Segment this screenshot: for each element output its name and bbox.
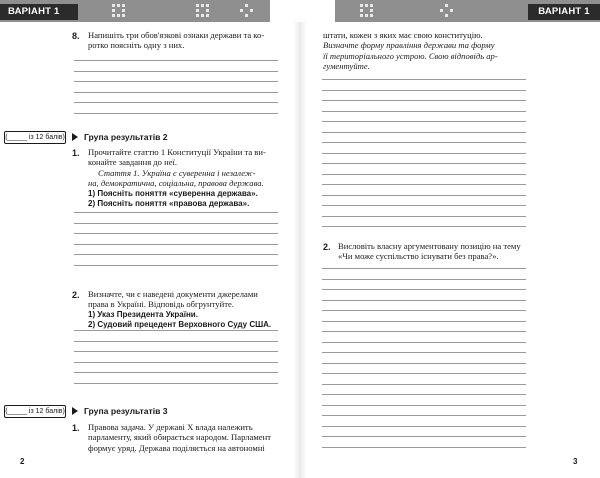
ornament-icon bbox=[360, 4, 374, 18]
answer-line[interactable] bbox=[322, 394, 526, 395]
answer-line[interactable] bbox=[322, 163, 526, 164]
answer-line[interactable] bbox=[322, 268, 526, 269]
quote-line: на, демократична, соціальна, правова держава. bbox=[88, 178, 264, 189]
answer-line[interactable] bbox=[322, 415, 526, 416]
answer-line[interactable] bbox=[322, 342, 526, 343]
answer-line[interactable] bbox=[74, 254, 278, 255]
answer-line[interactable] bbox=[74, 330, 278, 331]
ornament-icon bbox=[240, 4, 254, 18]
answer-line[interactable] bbox=[322, 289, 526, 290]
answer-line[interactable] bbox=[322, 363, 526, 364]
answer-line[interactable] bbox=[74, 341, 278, 342]
answer-line[interactable] bbox=[74, 265, 278, 266]
answer-line[interactable] bbox=[322, 100, 526, 101]
ornament-icon bbox=[112, 4, 126, 18]
score-box[interactable]: (_____ із 12 балів) bbox=[4, 131, 66, 144]
text-line: Висловіть власну аргументовану позицію на тему bbox=[338, 241, 521, 251]
answer-line[interactable] bbox=[74, 244, 278, 245]
group-heading bbox=[72, 406, 168, 416]
answer-line[interactable] bbox=[322, 310, 526, 311]
group-heading bbox=[72, 132, 168, 142]
answer-line[interactable] bbox=[74, 92, 278, 93]
variant-label-right: ВАРІАНТ 1 bbox=[528, 4, 600, 20]
answer-line[interactable] bbox=[322, 216, 526, 217]
answer-line[interactable] bbox=[322, 195, 526, 196]
ornament-icon bbox=[196, 4, 210, 18]
text-line: Прочитайте статтю 1 Конституції України та ви- bbox=[88, 147, 266, 157]
answer-line[interactable] bbox=[74, 60, 278, 61]
question-number: 2. bbox=[323, 242, 331, 252]
question-text bbox=[88, 147, 278, 209]
question-number: 8. bbox=[72, 31, 80, 41]
text-line: Правова задача. У державі X влада належить bbox=[88, 422, 253, 432]
answer-line[interactable] bbox=[322, 90, 526, 91]
task-line: 2) Поясніть поняття «правова держава». bbox=[88, 199, 250, 209]
arrow-icon bbox=[72, 133, 78, 141]
answer-line[interactable] bbox=[322, 373, 526, 374]
answer-line[interactable] bbox=[322, 111, 526, 112]
question-text bbox=[338, 241, 528, 262]
page-number: 3 bbox=[573, 457, 578, 466]
text-line: формує уряд. Держава поділяється на автономні bbox=[88, 442, 265, 453]
answer-line[interactable] bbox=[322, 153, 526, 154]
text-line: Визначте, чи є наведені документи джерелами bbox=[88, 289, 258, 299]
text-line: штати, кожен з яких має свою конституцію. bbox=[323, 30, 483, 40]
answer-line[interactable] bbox=[322, 436, 526, 437]
text-line: гументуйте. bbox=[323, 61, 370, 72]
answer-line[interactable] bbox=[322, 426, 526, 427]
page-gutter bbox=[293, 22, 307, 478]
question-text bbox=[88, 289, 278, 331]
text-line: Напишіть три обов'язкові ознаки держави та ко- bbox=[88, 30, 265, 40]
answer-line[interactable] bbox=[74, 212, 278, 213]
arrow-icon bbox=[72, 407, 78, 415]
answer-line[interactable] bbox=[322, 184, 526, 185]
answer-line[interactable] bbox=[322, 121, 526, 122]
answer-line[interactable] bbox=[322, 331, 526, 332]
answer-line[interactable] bbox=[74, 351, 278, 352]
answer-line[interactable] bbox=[74, 223, 278, 224]
answer-line[interactable] bbox=[322, 300, 526, 301]
answer-line[interactable] bbox=[74, 383, 278, 384]
answer-line[interactable] bbox=[74, 71, 278, 72]
text-line: її територіального устрою. Свою відповідь ар- bbox=[323, 50, 498, 61]
page-number: 2 bbox=[20, 457, 25, 466]
answer-line[interactable] bbox=[322, 174, 526, 175]
question-number: 1. bbox=[72, 423, 80, 433]
text-line: ротко поясніть одну з них. bbox=[88, 40, 185, 51]
answer-line[interactable] bbox=[322, 279, 526, 280]
text-line: «Чи може суспільство існувати без права?». bbox=[338, 251, 499, 262]
answer-line[interactable] bbox=[74, 81, 278, 82]
text-line: Визначте форму правління держави та форму bbox=[323, 40, 495, 51]
answer-line[interactable] bbox=[322, 205, 526, 206]
question-text bbox=[88, 30, 278, 51]
answer-line[interactable] bbox=[322, 352, 526, 353]
item-line: 1) Указ Президента України. bbox=[88, 309, 198, 319]
text-line: парламенту, який обирається народом. Парламент bbox=[88, 432, 271, 443]
answer-line[interactable] bbox=[322, 321, 526, 322]
answer-line[interactable] bbox=[74, 233, 278, 234]
answer-line[interactable] bbox=[322, 384, 526, 385]
answer-line[interactable] bbox=[322, 447, 526, 448]
group-title: Група результатів 3 bbox=[84, 406, 168, 416]
item-line: 2) Судовий прецедент Верховного Суду США. bbox=[88, 320, 272, 330]
answer-line[interactable] bbox=[322, 226, 526, 227]
answer-line[interactable] bbox=[74, 102, 278, 103]
answer-line[interactable] bbox=[322, 142, 526, 143]
question-number: 1. bbox=[72, 148, 80, 158]
answer-line[interactable] bbox=[74, 362, 278, 363]
text-line: конайте завдання до неї. bbox=[88, 157, 178, 168]
score-box[interactable]: (_____ із 12 балів) bbox=[4, 405, 66, 418]
answer-line[interactable] bbox=[74, 372, 278, 373]
task-line: 1) Поясніть поняття «суверенна держава». bbox=[88, 188, 258, 198]
quote-line: Стаття 1. Україна є суверенна і незалеж- bbox=[98, 167, 256, 178]
answer-line[interactable] bbox=[322, 132, 526, 133]
answer-line[interactable] bbox=[74, 113, 278, 114]
variant-label-left: ВАРІАНТ 1 bbox=[0, 4, 78, 20]
group-title: Група результатів 2 bbox=[84, 132, 168, 142]
answer-line[interactable] bbox=[322, 79, 526, 80]
question-text bbox=[323, 30, 527, 72]
text-line: права в Україні. Відповідь обгрунтуйте. bbox=[88, 299, 234, 310]
answer-line[interactable] bbox=[322, 405, 526, 406]
question-number: 2. bbox=[72, 290, 80, 300]
ornament-icon bbox=[440, 4, 454, 18]
question-text bbox=[88, 422, 278, 453]
